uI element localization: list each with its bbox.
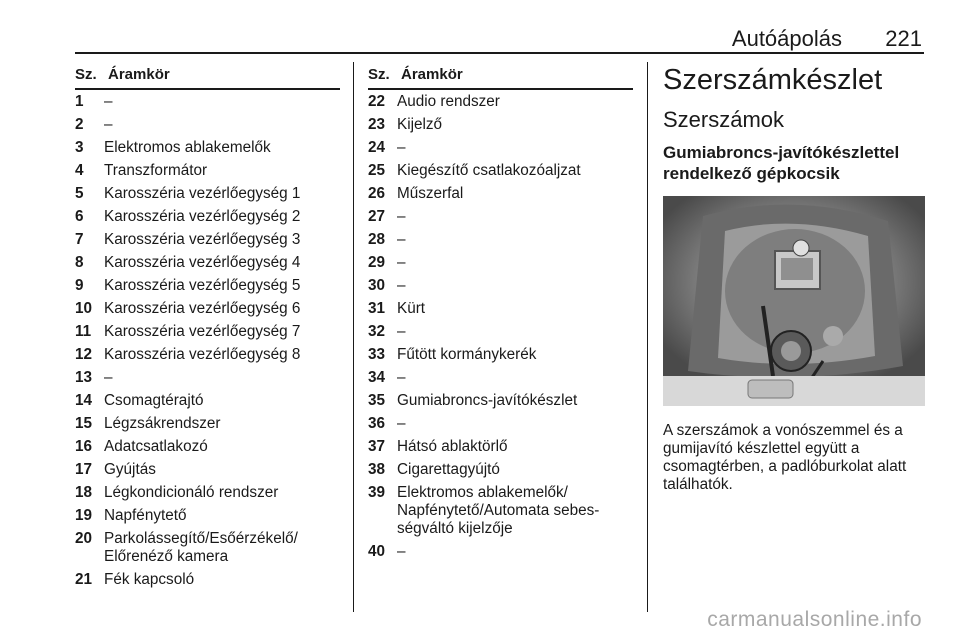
fuse-row — [368, 231, 633, 249]
fuse-number: 8 — [75, 254, 84, 271]
fuse-row — [368, 415, 633, 433]
fuse-row — [75, 277, 340, 295]
fuse-row — [368, 346, 633, 364]
circuit-name: Karosszéria vezérlőegység 2 — [104, 208, 301, 225]
fuse-row — [75, 507, 340, 525]
fuse-row — [75, 300, 340, 318]
watermark: carmanualsonline.info — [707, 608, 922, 631]
circuit-name: Csomagtérajtó — [104, 392, 204, 409]
column-header-circuit: Áramkör — [108, 66, 170, 83]
circuit-name: – — [397, 139, 406, 156]
column-divider — [353, 62, 354, 612]
fuse-number: 26 — [368, 185, 386, 202]
circuit-name: – — [397, 208, 406, 225]
subsection-heading: Gumiabroncs-javítókészlettel rendelkező gépkocsik — [663, 143, 900, 183]
circuit-name: Hátsó ablaktörlő — [397, 438, 508, 455]
fuse-row — [75, 208, 340, 226]
fuse-row — [368, 438, 633, 456]
fuse-number: 1 — [75, 93, 84, 110]
fuse-number: 36 — [368, 415, 386, 432]
fuse-number: 7 — [75, 231, 84, 248]
fuse-number: 29 — [368, 254, 386, 271]
fuse-number: 22 — [368, 93, 386, 110]
circuit-name: Karosszéria vezérlőegység 3 — [104, 231, 301, 248]
fuse-number: 18 — [75, 484, 93, 501]
circuit-name: – — [397, 543, 406, 560]
fuse-row — [75, 346, 340, 364]
table-header — [75, 62, 340, 90]
fuse-row — [368, 392, 633, 410]
circuit-name: – — [104, 369, 113, 386]
fuse-row — [75, 461, 340, 479]
circuit-name: Karosszéria vezérlőegység 1 — [104, 185, 301, 202]
fuse-row — [368, 277, 633, 295]
column-header-number: Sz. — [75, 66, 97, 83]
fuse-row — [368, 116, 633, 134]
fuse-row — [75, 369, 340, 387]
circuit-name: – — [397, 415, 406, 432]
fuse-row — [368, 93, 633, 111]
fuse-number: 37 — [368, 438, 386, 455]
circuit-name: Elektromos ablakemelők — [104, 139, 271, 156]
fuse-number: 33 — [368, 346, 386, 363]
fuse-number: 27 — [368, 208, 386, 225]
fuse-table-right — [368, 62, 633, 566]
circuit-name: Karosszéria vezérlőegység 7 — [104, 323, 301, 340]
fuse-number: 10 — [75, 300, 93, 317]
fuse-number: 32 — [368, 323, 386, 340]
circuit-name: Gumiabroncs-javítókészlet — [397, 392, 578, 409]
fuse-number: 17 — [75, 461, 93, 478]
fuse-row — [75, 530, 340, 566]
fuse-row — [368, 461, 633, 479]
fuse-number: 6 — [75, 208, 84, 225]
fuse-number: 35 — [368, 392, 386, 409]
circuit-name: Parkolássegítő/Esőérzékelő/ Előrenéző kamera — [104, 530, 298, 565]
fuse-row — [368, 300, 633, 318]
fuse-row — [368, 162, 633, 180]
circuit-name: Fék kapcsoló — [104, 571, 195, 588]
fuse-number: 39 — [368, 484, 386, 501]
tools-section — [663, 62, 928, 494]
fuse-number: 31 — [368, 300, 386, 317]
fuse-row — [75, 323, 340, 341]
fuse-number: 38 — [368, 461, 386, 478]
fuse-number: 16 — [75, 438, 93, 455]
table-body — [75, 93, 340, 589]
column-header-circuit: Áramkör — [401, 66, 463, 83]
circuit-name: Fűtött kormánykerék — [397, 346, 537, 363]
fuse-number: 19 — [75, 507, 93, 524]
circuit-name: – — [397, 277, 406, 294]
trunk-tool-kit-photo — [663, 196, 925, 406]
fuse-number: 40 — [368, 543, 386, 560]
fuse-row — [368, 543, 633, 561]
fuse-row — [75, 93, 340, 111]
page-number: 221 — [885, 26, 922, 51]
column-header-number: Sz. — [368, 66, 390, 83]
fuse-row — [75, 392, 340, 410]
fuse-row — [75, 185, 340, 203]
fuse-number: 15 — [75, 415, 93, 432]
circuit-name: – — [397, 323, 406, 340]
circuit-name: Légkondicionáló rendszer — [104, 484, 279, 501]
fuse-row — [75, 571, 340, 589]
fuse-row — [75, 116, 340, 134]
circuit-name: – — [397, 231, 406, 248]
table-header — [368, 62, 633, 90]
circuit-name: Elektromos ablakemelők/ Napfénytető/Automata sebes- ségváltó kijelzője — [397, 484, 600, 537]
fuse-number: 11 — [75, 323, 92, 340]
fuse-number: 13 — [75, 369, 93, 386]
fuse-number: 30 — [368, 277, 386, 294]
circuit-name: Műszerfal — [397, 185, 464, 202]
circuit-name: – — [104, 116, 113, 133]
fuse-number: 3 — [75, 139, 84, 156]
fuse-row — [75, 254, 340, 272]
fuse-row — [368, 369, 633, 387]
circuit-name: Cigarettagyújtó — [397, 461, 500, 478]
fuse-number: 28 — [368, 231, 386, 248]
fuse-number: 2 — [75, 116, 84, 133]
circuit-name: Audio rendszer — [397, 93, 500, 110]
fuse-number: 12 — [75, 346, 93, 363]
circuit-name: Karosszéria vezérlőegység 4 — [104, 254, 301, 271]
circuit-name: Transzformátor — [104, 162, 208, 179]
circuit-name: Karosszéria vezérlőegység 6 — [104, 300, 301, 317]
circuit-name: Kürt — [397, 300, 426, 317]
fuse-number: 25 — [368, 162, 386, 179]
fuse-number: 20 — [75, 530, 93, 547]
fuse-row — [368, 254, 633, 272]
circuit-name: – — [397, 369, 406, 386]
fuse-row — [75, 415, 340, 433]
fuse-number: 24 — [368, 139, 386, 156]
circuit-name: Karosszéria vezérlőegység 5 — [104, 277, 301, 294]
circuit-name: Napfénytető — [104, 507, 187, 524]
fuse-row — [75, 231, 340, 249]
fuse-row — [368, 323, 633, 341]
fuse-row — [368, 139, 633, 157]
circuit-name: Légzsákrendszer — [104, 415, 221, 432]
page-header — [75, 22, 924, 54]
circuit-name: Kijelző — [397, 116, 443, 133]
circuit-name: – — [104, 93, 113, 110]
fuse-number: 34 — [368, 369, 386, 386]
fuse-row — [368, 484, 633, 538]
tools-description: A szerszámok a vonószemmel és a gumijavító készlettel együtt a csomagtérben, a padlóburkolat alatt találhatók. — [663, 422, 907, 493]
fuse-row — [368, 185, 633, 203]
table-body — [368, 93, 633, 561]
section-subheading: Szerszámok — [663, 107, 785, 132]
circuit-name: Adatcsatlakozó — [104, 438, 208, 455]
section-title: Autóápolás — [731, 26, 842, 51]
fuse-number: 4 — [75, 162, 84, 179]
circuit-name: Gyújtás — [104, 461, 156, 478]
fuse-row — [75, 484, 340, 502]
fuse-number: 14 — [75, 392, 93, 409]
circuit-name: – — [397, 254, 406, 271]
fuse-number: 9 — [75, 277, 84, 294]
circuit-name: Karosszéria vezérlőegység 8 — [104, 346, 301, 363]
section-heading: Szerszámkészlet — [663, 64, 883, 96]
fuse-row — [75, 162, 340, 180]
fuse-number: 21 — [75, 571, 93, 588]
fuse-number: 5 — [75, 185, 84, 202]
column-divider — [647, 62, 648, 612]
fuse-row — [75, 438, 340, 456]
fuse-row — [368, 208, 633, 226]
fuse-table-left — [75, 62, 340, 594]
fuse-number: 23 — [368, 116, 386, 133]
circuit-name: Kiegészítő csatlakozóaljzat — [397, 162, 581, 179]
fuse-row — [75, 139, 340, 157]
